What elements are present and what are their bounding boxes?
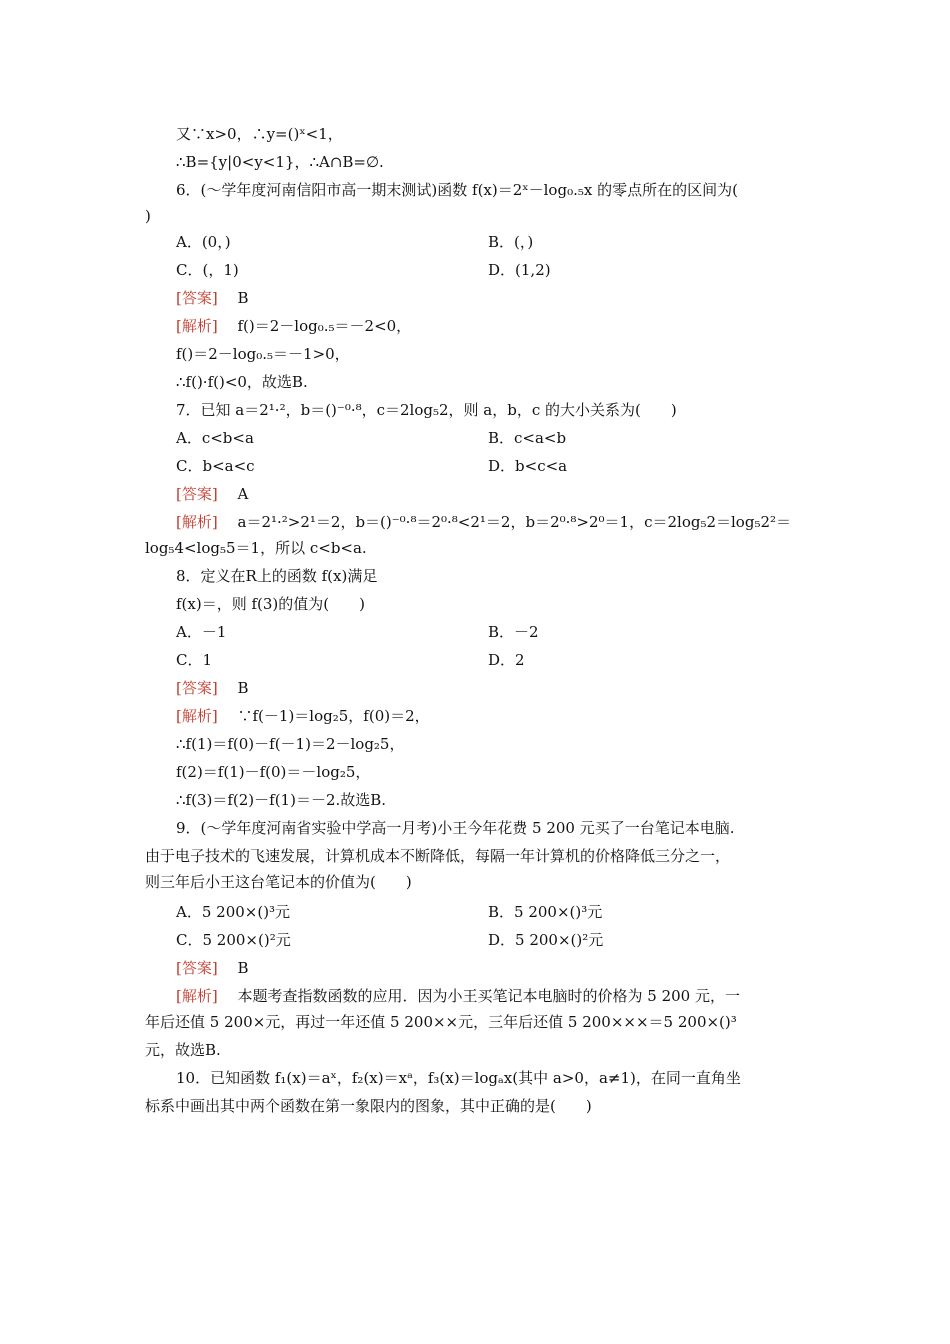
analysis-tag: [解析] xyxy=(176,707,218,725)
text-line: f()＝2－log₀.₅＝－1>0， xyxy=(176,345,350,363)
answer-tag: [答案] xyxy=(176,485,218,503)
answer-line xyxy=(176,288,249,308)
answer-tag: [答案] xyxy=(176,679,218,697)
text-line: ) xyxy=(145,207,151,225)
answer-value: B xyxy=(237,679,249,697)
text-line: 元，故选B. xyxy=(145,1041,221,1059)
option-d: D．b<c<a xyxy=(488,457,568,475)
text-line: ∴f(1)＝f(0)－f(－1)＝2－log₂5， xyxy=(176,735,405,753)
option-d: D．2 xyxy=(488,651,525,669)
option-a: A．c<b<a xyxy=(176,429,254,447)
answer-value: A xyxy=(237,485,249,503)
text-line: 则三年后小王这台笔记本的价值为( ) xyxy=(145,873,412,891)
analysis-text: a＝2¹·²>2¹＝2，b＝()⁻⁰·⁸＝2⁰·⁸<2¹＝2，b＝2⁰·⁸>2⁰＝1，c＝2log₅2＝log₅2²＝ xyxy=(237,513,792,531)
option-c: C．(，1) xyxy=(176,261,239,279)
analysis-text: 本题考查指数函数的应用．因为小王买笔记本电脑时的价格为 5 200 元，一 xyxy=(237,987,740,1005)
option-a: A．(0，) xyxy=(176,233,231,251)
option-b: B．－2 xyxy=(488,623,539,641)
option-c: C．5 200×()²元 xyxy=(176,931,291,949)
option-b: B．c<a<b xyxy=(488,429,567,447)
answer-tag: [答案] xyxy=(176,289,218,307)
analysis-line xyxy=(176,512,791,532)
option-c: C．b<a<c xyxy=(176,457,255,475)
analysis-line xyxy=(176,316,411,336)
option-a: A．5 200×()³元 xyxy=(176,903,291,921)
analysis-text: f()＝2－log₀.₅＝－2<0， xyxy=(237,317,412,335)
text-line: f(2)＝f(1)－f(0)＝－log₂5， xyxy=(176,763,371,781)
answer-value: B xyxy=(237,959,249,977)
option-d: D．(1,2) xyxy=(488,261,551,279)
analysis-text: ∵f(－1)＝log₂5，f(0)＝2， xyxy=(237,707,430,725)
text-line: 年后还值 5 200×元，再过一年还值 5 200××元，三年后还值 5 200×××＝5 200×()³ xyxy=(145,1013,737,1031)
analysis-line xyxy=(176,986,740,1006)
text-line: ∴B={y|0<y<1}，∴A∩B=∅. xyxy=(176,153,384,171)
option-c: C．1 xyxy=(176,651,213,669)
answer-line xyxy=(176,958,249,978)
text-line: ∴f(3)＝f(2)－f(1)＝－2.故选B. xyxy=(176,791,387,809)
text-line: f(x)＝，则 f(3)的值为( ) xyxy=(176,595,365,613)
answer-tag: [答案] xyxy=(176,959,218,977)
option-a: A．－1 xyxy=(176,623,227,641)
question-7-stem: 7．已知 a＝2¹·²，b＝()⁻⁰·⁸，c＝2log₅2，则 a，b，c 的大小关系为( ) xyxy=(176,401,677,419)
analysis-line xyxy=(176,706,430,726)
option-b: B．5 200×()³元 xyxy=(488,903,603,921)
text-line: log₅4<log₅5＝1，所以 c<b<a. xyxy=(145,539,367,557)
text-line: 又∵x>0，∴y=()ˣ<1， xyxy=(176,125,343,143)
question-6-stem: 6．(～学年度河南信阳市高一期末测试)函数 f(x)＝2ˣ－log₀.₅x 的零点所在的区间为( xyxy=(176,181,738,199)
question-8-stem: 8．定义在R上的函数 f(x)满足 xyxy=(176,567,378,585)
question-9-stem: 9．(～学年度河南省实验中学高一月考)小王今年花费 5 200 元买了一台笔记本电脑. xyxy=(176,819,735,837)
analysis-tag: [解析] xyxy=(176,513,218,531)
answer-line xyxy=(176,678,249,698)
answer-value: B xyxy=(237,289,249,307)
text-line: 标系中画出其中两个函数在第一象限内的图象，其中正确的是( ) xyxy=(145,1097,592,1115)
answer-line xyxy=(176,484,248,504)
option-b: B．(，) xyxy=(488,233,534,251)
analysis-tag: [解析] xyxy=(176,987,218,1005)
question-10-stem: 10．已知函数 f₁(x)＝aˣ，f₂(x)＝xᵃ，f₃(x)＝logₐx(其中 a>0，a≠1)，在同一直角坐 xyxy=(176,1069,741,1087)
text-line: ∴f()·f()<0，故选B. xyxy=(176,373,308,391)
option-d: D．5 200×()²元 xyxy=(488,931,604,949)
text-line: 由于电子技术的飞速发展，计算机成本不断降低，每隔一年计算机的价格降低三分之一， xyxy=(145,847,731,865)
analysis-tag: [解析] xyxy=(176,317,218,335)
